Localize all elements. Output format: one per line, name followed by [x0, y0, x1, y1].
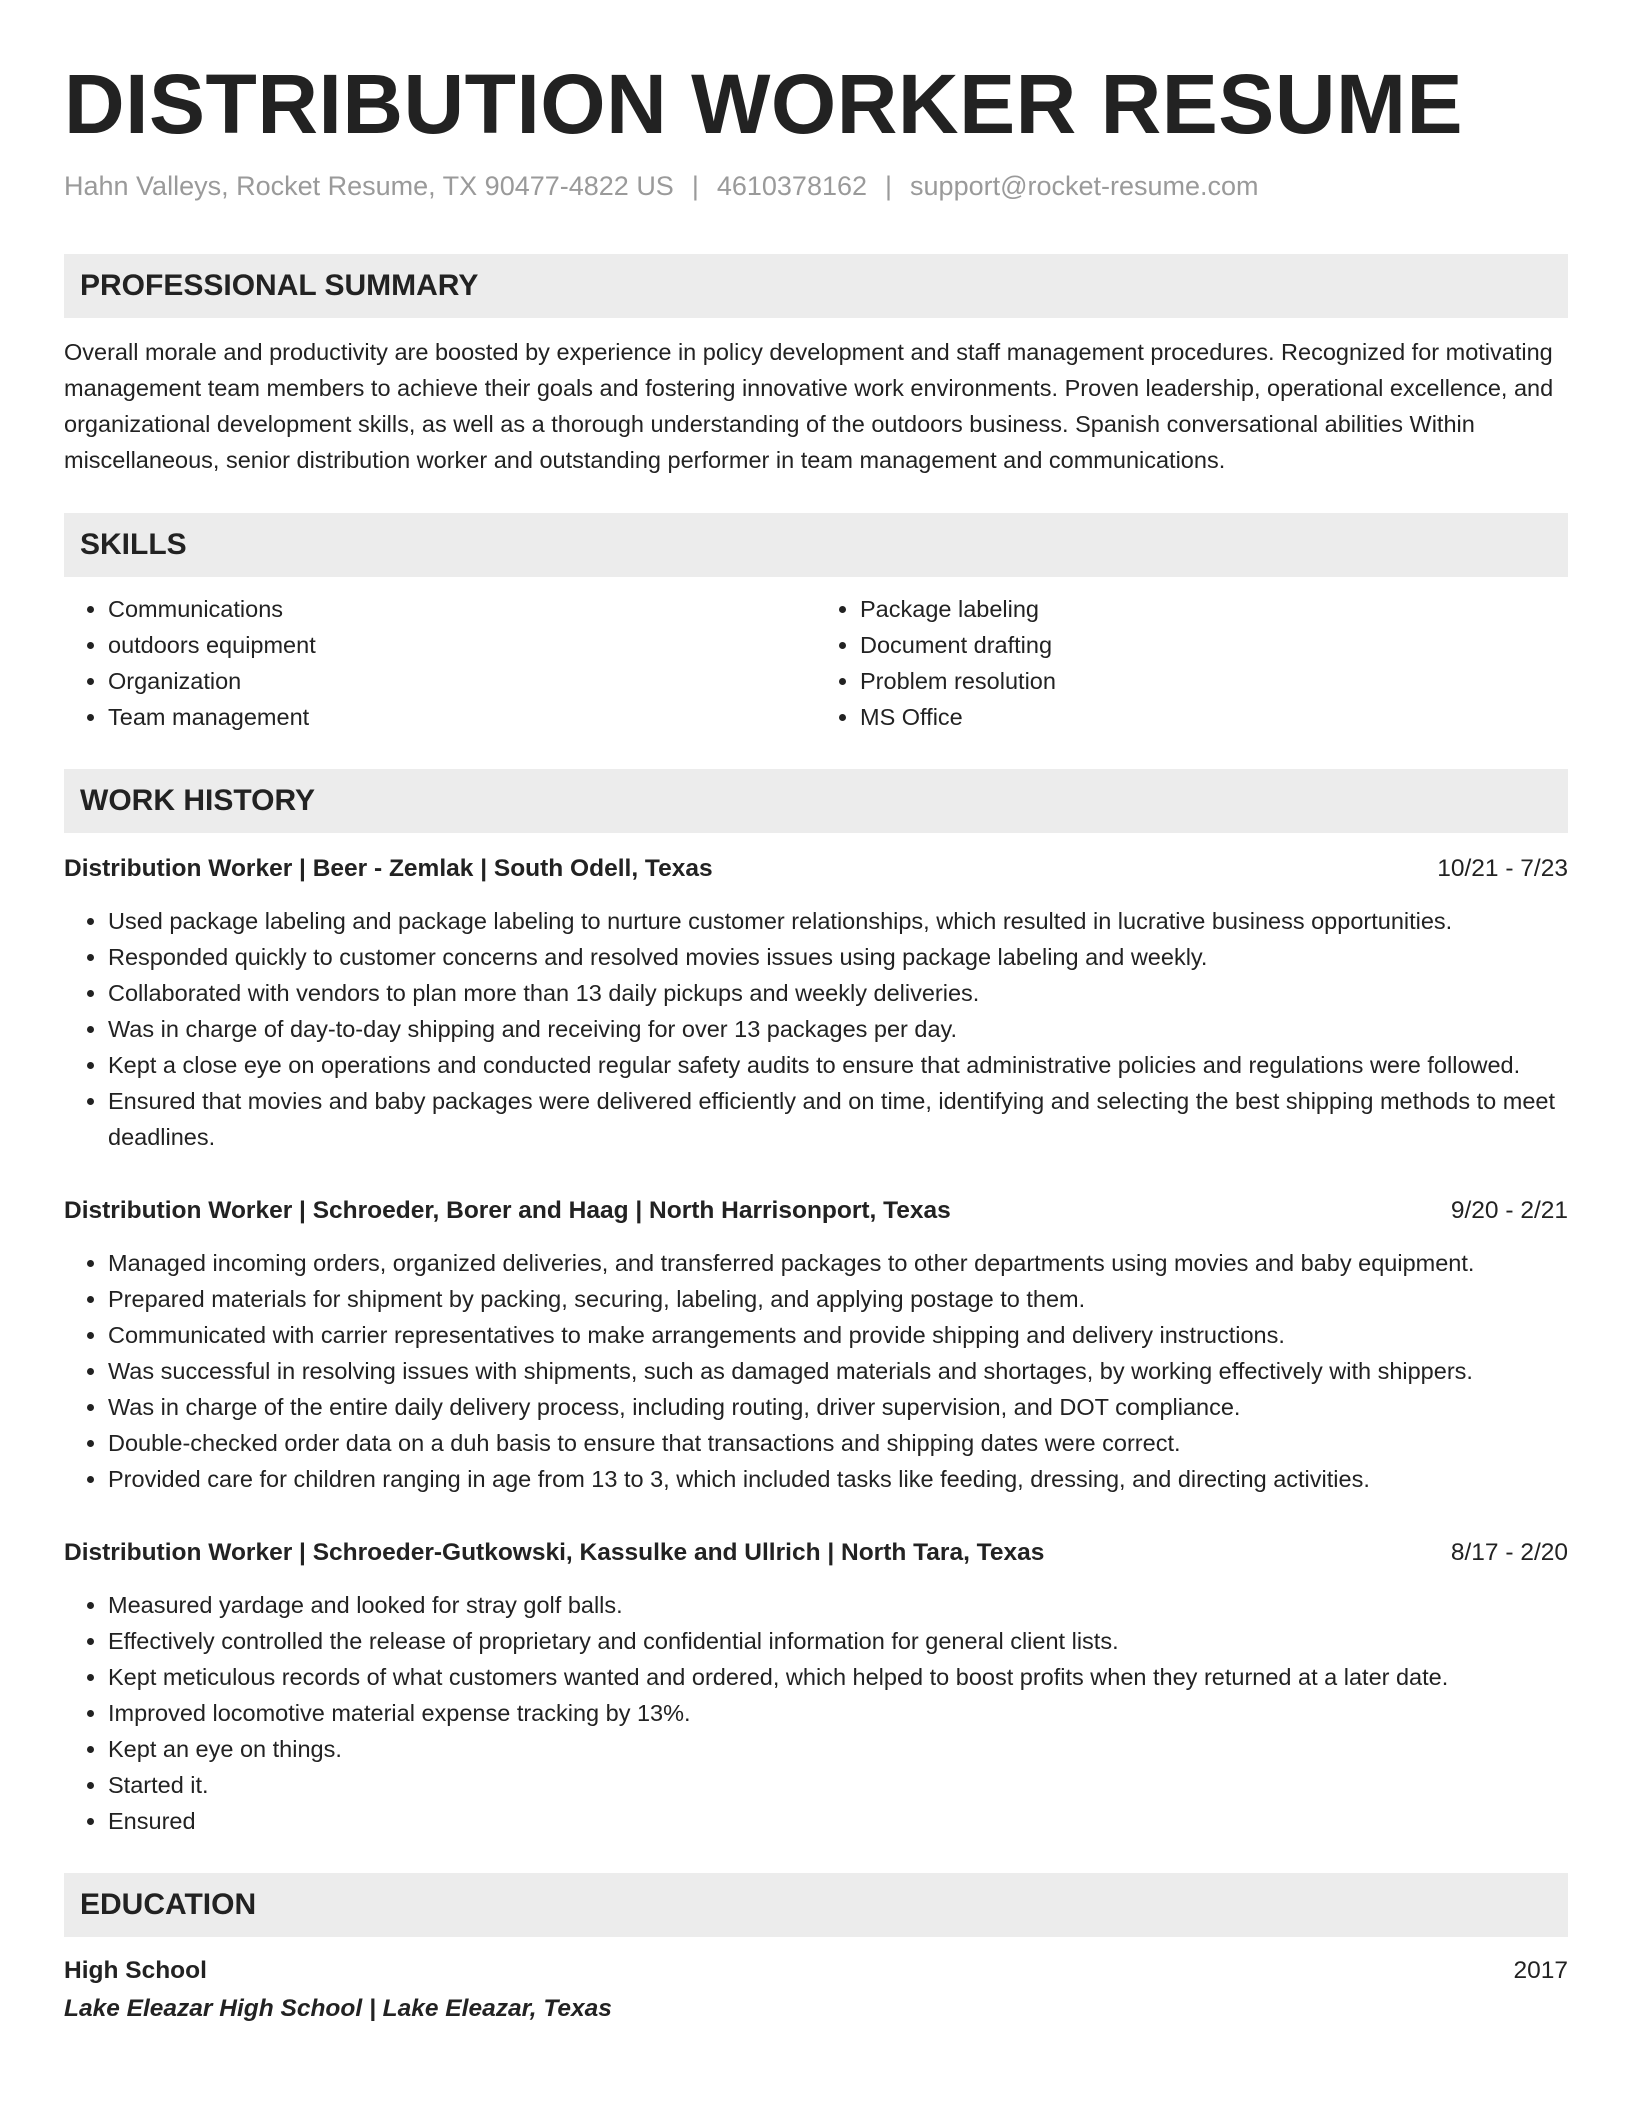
education-entry [64, 1953, 1568, 2027]
summary-text: Overall morale and productivity are boosted by experience in policy development and staff management procedures. Recognized for motivating management team members to achieve their goals and fostering innovative work environments. Proven leadership, operational excellence, and organizational development skills, as well as a thorough understanding of the outdoors business. Spanish conversational abilities Within miscellaneous, senior distribution worker and outstanding performer in team management and communications. [64, 339, 1554, 473]
job-entry [64, 851, 1568, 1155]
job-entry [64, 1535, 1568, 1839]
skills-grid [64, 591, 1568, 735]
education-header [64, 1953, 1568, 1989]
job-bullet: • Measured yardage and looked for stray golf balls. [108, 1587, 1568, 1623]
job-bullets [64, 1587, 1568, 1839]
skill-item: • Document drafting [860, 627, 1568, 663]
skills-list-left [64, 591, 816, 735]
section-heading-skills: SKILLS [64, 513, 1568, 577]
job-title: Distribution Worker | Schroeder-Gutkowski, Kassulke and Ullrich | North Tara, Texas [64, 1539, 1045, 1566]
job-bullet: • Kept a close eye on operations and conducted regular safety audits to ensure that administrative policies and regulations were followed. [108, 1047, 1568, 1083]
job-bullet: • Was successful in resolving issues with shipments, such as damaged materials and shortages, by working effectively with shippers. [108, 1353, 1568, 1389]
job-entry [64, 1193, 1568, 1497]
job-bullet: • Communicated with carrier representatives to make arrangements and provide shipping and delivery instructions. [108, 1317, 1568, 1353]
skill-item: • Organization [108, 663, 816, 699]
section-heading-work: WORK HISTORY [64, 769, 1568, 833]
job-bullet: • Provided care for children ranging in age from 13 to 3, which included tasks like feeding, dressing, and directing activities. [108, 1461, 1568, 1497]
contact-address: Hahn Valleys, Rocket Resume, TX 90477-4822 US [64, 171, 674, 201]
job-header [64, 851, 1568, 887]
skill-item: • outdoors equipment [108, 627, 816, 663]
job-bullet: • Double-checked order data on a duh basis to ensure that transactions and shipping dates were correct. [108, 1425, 1568, 1461]
section-heading-summary: PROFESSIONAL SUMMARY [64, 254, 1568, 318]
contact-phone: 4610378162 [716, 171, 868, 201]
contact-email[interactable]: support@rocket-resume.com [910, 171, 1259, 201]
job-bullet: • Used package labeling and package labeling to nurture customer relationships, which resulted in lucrative business opportunities. [108, 903, 1568, 939]
section-heading-education: EDUCATION [64, 1873, 1568, 1937]
education-school: Lake Eleazar High School | Lake Eleazar, Texas [64, 1995, 612, 2022]
job-header [64, 1535, 1568, 1571]
job-bullet: • Collaborated with vendors to plan more than 13 daily pickups and weekly deliveries. [108, 975, 1568, 1011]
contact-line [64, 170, 1568, 202]
education-degree: High School [64, 1957, 207, 1984]
job-dates: 9/20 - 2/21 [1450, 1197, 1568, 1224]
skill-item: • Problem resolution [860, 663, 1568, 699]
skill-item: • MS Office [860, 699, 1568, 735]
job-title: Distribution Worker | Schroeder, Borer and Haag | North Harrisonport, Texas [64, 1197, 951, 1224]
skill-item: • Package labeling [860, 591, 1568, 627]
education-section [64, 1873, 1568, 2027]
job-bullet: • Managed incoming orders, organized deliveries, and transferred packages to other departments using movies and baby equipment. [108, 1245, 1568, 1281]
job-bullet: • Ensured [108, 1803, 1568, 1839]
resume-title: DISTRIBUTION WORKER RESUME [64, 57, 1463, 151]
job-dates: 10/21 - 7/23 [1437, 855, 1568, 882]
job-bullets [64, 1245, 1568, 1497]
job-bullet: • Was in charge of the entire daily delivery process, including routing, driver supervision, and DOT compliance. [108, 1389, 1568, 1425]
job-bullet: • Was in charge of day-to-day shipping and receiving for over 13 packages per day. [108, 1011, 1568, 1047]
education-year: 2017 [1513, 1957, 1568, 1984]
skill-item: • Communications [108, 591, 816, 627]
job-header [64, 1193, 1568, 1229]
contact-separator: | [691, 171, 699, 201]
job-bullet: • Effectively controlled the release of proprietary and confidential information for general client lists. [108, 1623, 1568, 1659]
job-bullet: • Started it. [108, 1767, 1568, 1803]
professional-summary-section [64, 254, 1568, 478]
work-history-section [64, 769, 1568, 1839]
skills-list-right [816, 591, 1568, 735]
job-title: Distribution Worker | Beer - Zemlak | South Odell, Texas [64, 855, 713, 882]
job-bullet: • Kept an eye on things. [108, 1731, 1568, 1767]
skills-section [64, 513, 1568, 735]
contact-separator: | [885, 171, 893, 201]
job-bullet: • Ensured that movies and baby packages were delivered efficiently and on time, identifying and selecting the best shipping methods to meet deadlines. [108, 1083, 1568, 1155]
job-bullet: • Prepared materials for shipment by packing, securing, labeling, and applying postage to them. [108, 1281, 1568, 1317]
job-bullet: • Improved locomotive material expense tracking by 13%. [108, 1695, 1568, 1731]
job-dates: 8/17 - 2/20 [1450, 1539, 1568, 1566]
skill-item: • Team management [108, 699, 816, 735]
job-bullets [64, 903, 1568, 1155]
job-bullet: • Responded quickly to customer concerns and resolved movies issues using package labeling and weekly. [108, 939, 1568, 975]
job-bullet: • Kept meticulous records of what customers wanted and ordered, which helped to boost profits when they returned at a later date. [108, 1659, 1568, 1695]
